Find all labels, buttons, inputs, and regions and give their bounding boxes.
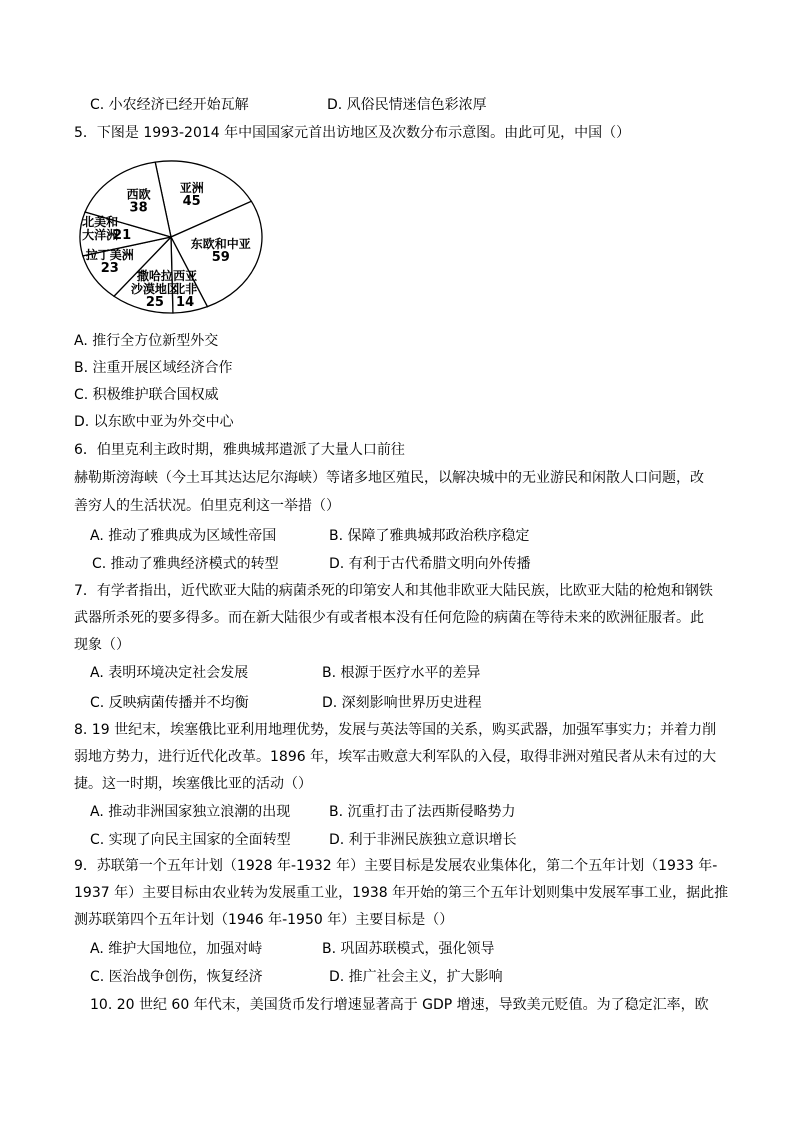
q10-stem-line-1: 10. 20 世纪 60 年代末，美国货币发行增速显著高于 GDP 增速，导致美元贬值。为了稳定汇率，欧 [90, 997, 709, 1013]
q5-option-c: C. 积极维护联合国权威 [74, 387, 219, 403]
q5-option-d: D. 以东欧中亚为外交中心 [74, 414, 234, 430]
q7-stem-line-3: 现象（） [74, 637, 130, 653]
pie-slice-label: 北美和 [82, 215, 119, 230]
q7-stem-line-1: 7．有学者指出，近代欧亚大陆的病菌杀死的印第安人和其他非欧亚大陆民族，比欧亚大陆的枪炮和钢铁 [74, 583, 713, 599]
q6-option-b: B. 保障了雅典城邦政治秩序稳定 [329, 528, 530, 544]
q4-option-d: D. 风俗民情迷信色彩浓厚 [327, 97, 487, 113]
q7-stem-line-2: 武器所杀死的要多得多。而在新大陆很少有或者根本没有任何危险的病菌在等待未来的欧洲征服者。此 [74, 610, 704, 626]
q9-option-b: B. 巩固苏联模式，强化领导 [322, 941, 495, 957]
q6-option-c: C. 推动了雅典经济模式的转型 [92, 556, 279, 572]
pie-slice-value: 21 [113, 228, 132, 244]
pie-slice-value: 23 [100, 261, 119, 277]
q8-option-b: B. 沉重打击了法西斯侵略势力 [329, 804, 516, 820]
pie-slice-label: 东欧和中亚 [190, 237, 251, 252]
q8-stem-line-2: 弱地方势力，进行近代化改革。1896 年，埃军击败意大利军队的入侵，取得非洲对殖民者从未有过的大 [74, 749, 717, 765]
pie-slice-label: 撒哈拉 [136, 268, 173, 283]
q8-stem-line-3: 捷。这一时期，埃塞俄比亚的活动（） [74, 776, 312, 792]
q5-option-b: B. 注重开展区域经济合作 [74, 360, 233, 376]
q9-option-d: D. 推广社会主义，扩大影响 [329, 969, 503, 985]
q9-stem-line-1: 9．苏联第一个五年计划（1928 年-1932 年）主要目标是发展农业集体化，第二个五年计划（1933 年- [74, 858, 718, 874]
q8-option-a: A. 推动非洲国家独立浪潮的出现 [90, 804, 291, 820]
pie-slice-value: 59 [211, 250, 230, 266]
pie-slice-value: 38 [129, 200, 148, 216]
q8-option-c: C. 实现了向民主国家的全面转型 [90, 832, 291, 848]
q9-stem-line-2: 1937 年）主要目标由农业转为发展重工业，1938 年开始的第三个五年计划则集中发展军事工业，据此推 [74, 885, 729, 901]
q8-stem-line-1: 8. 19 世纪末，埃塞俄比亚利用地理优势，发展与英法等国的关系，购买武器，加强军事实力；并着力削 [74, 722, 717, 738]
pie-slice-value: 45 [182, 194, 201, 210]
q6-option-a: A. 推动了雅典成为区域性帝国 [90, 528, 277, 544]
q7-option-b: B. 根源于医疗水平的差异 [322, 665, 481, 681]
q6-stem-line-1: 6．伯里克利主政时期，雅典城邦遣派了大量人口前往 [74, 442, 405, 458]
pie-chart [78, 158, 264, 316]
q9-stem-line-3: 测苏联第四个五年计划（1946 年-1950 年）主要目标是（） [74, 912, 454, 928]
q6-stem-line-3: 善穷人的生活状况。伯里克利这一举措（） [74, 498, 340, 514]
pie-slice-value: 14 [176, 295, 195, 310]
pie-slice-label: 沙漠地区 [130, 281, 179, 296]
pie-slice-label: 北非 [173, 282, 198, 296]
q9-option-a: A. 维护大国地位，加强对峙 [90, 941, 263, 957]
pie-slice-label: 大洋洲 [82, 228, 119, 243]
q5-option-a: A. 推行全方位新型外交 [74, 333, 219, 349]
q4-option-c: C. 小农经济已经开始瓦解 [90, 97, 249, 113]
pie-slice-label: 拉丁美洲 [85, 248, 134, 263]
q7-option-c: C. 反映病菌传播并不均衡 [90, 695, 249, 711]
q5-stem: 5．下图是 1993-2014 年中国国家元首出访地区及次数分布示意图。由此可见，中国（） [74, 125, 631, 141]
pie-slice-label: 西欧 [126, 187, 151, 202]
q6-stem-line-2: 赫勒斯滂海峡（今土耳其达达尼尔海峡）等诸多地区殖民，以解决城中的无业游民和闲散人口问题，改 [74, 470, 704, 486]
pie-slice-label: 西亚 [173, 269, 198, 283]
q7-option-d: D. 深刻影响世界历史进程 [322, 695, 482, 711]
q9-option-c: C. 医治战争创伤，恢复经济 [90, 969, 263, 985]
pie-slice-label: 亚洲 [179, 181, 204, 196]
q6-option-d: D. 有利于古代希腊文明向外传播 [329, 556, 531, 572]
pie-slice-value: 25 [145, 294, 164, 310]
q8-option-d: D. 利于非洲民族独立意识增长 [329, 832, 517, 848]
q7-option-a: A. 表明环境决定社会发展 [90, 665, 249, 681]
